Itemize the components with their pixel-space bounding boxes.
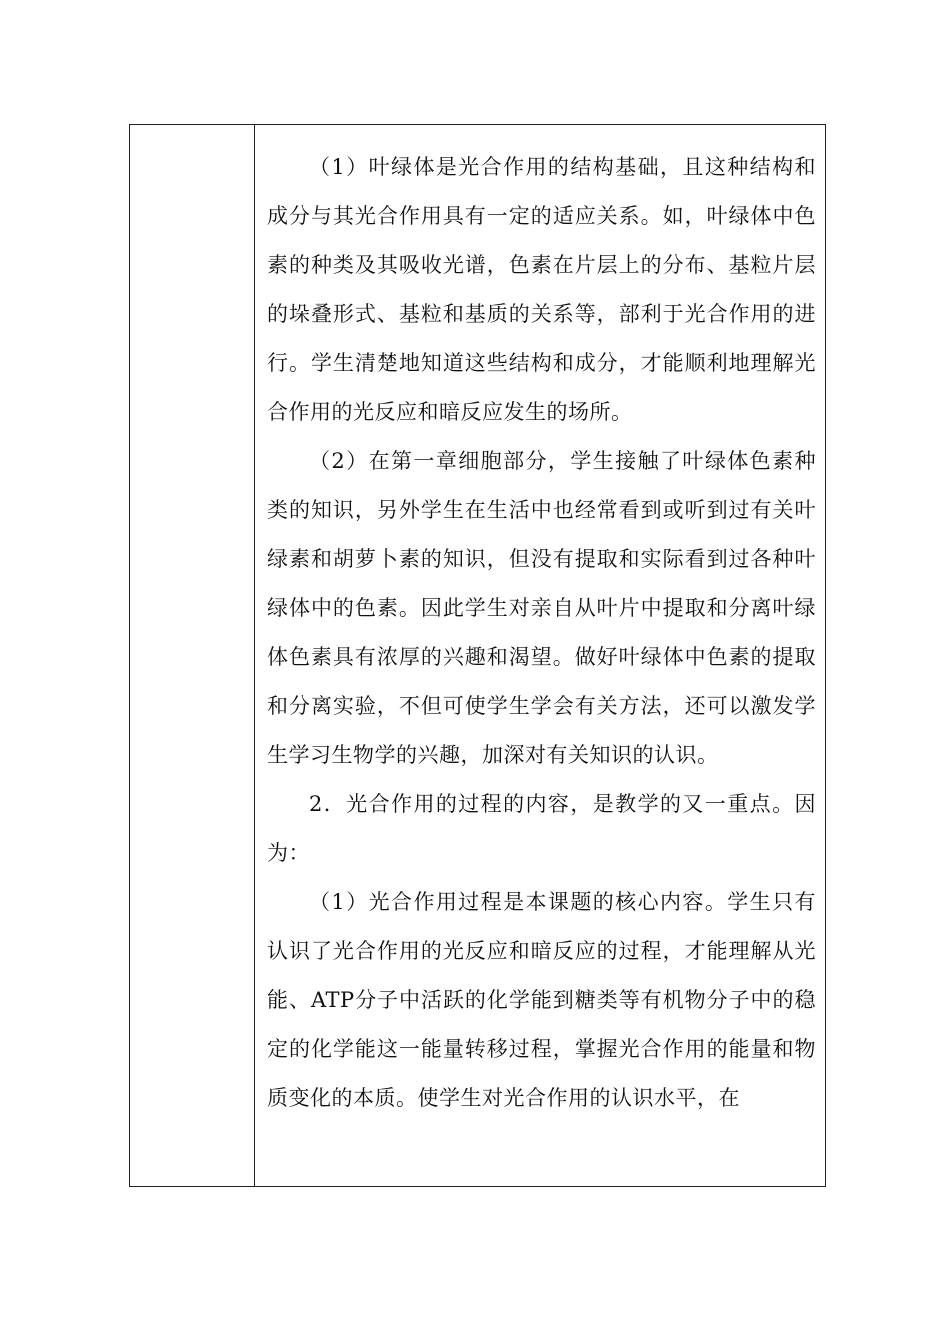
table-left-column [130,125,255,1186]
paragraph-pigment-extraction: （2）在第一章细胞部分，学生接触了叶绿体色素种类的知识，另外学生在生活中也经常看到或听到过有关叶绿素和胡萝卜素的知识，但没有提取和实际看到过各种叶绿体中的色素。因此学生对亲自从叶片中提取和分离叶绿体色素具有浓厚的兴趣和渴望。做好叶绿体中色素的提取和分离实验，不但可使学生学会有关方法，还可以激发学生学习生物学的兴趣，加深对有关知识的认识。 [267,449,816,767]
paragraph-process-key-point: 2．光合作用的过程的内容，是教学的又一重点。因为： [267,792,816,865]
table-right-column [255,125,825,1186]
content-table [129,124,826,1187]
paragraph-process-core-content: （1）光合作用过程是本课题的核心内容。学生只有认识了光合作用的光反应和暗反应的过程，才能理解从光能、ATP分子中活跃的化学能到糖类等有机物分子中的稳定的化学能这一能量转移过程，掌握光合作用的能量和物质变化的本质。使学生对光合作用的认识水平，在 [267,890,816,1110]
paragraph-chloroplast-structure: （1）叶绿体是光合作用的结构基础，且这种结构和成分与其光合作用具有一定的适应关系。如，叶绿体中色素的种类及其吸收光谱，色素在片层上的分布、基粒片层的垛叠形式、基粒和基质的关系等，部利于光合作用的进行。学生清楚地知道这些结构和成分，才能顺利地理解光合作用的光反应和暗反应发生的场所。 [267,155,816,424]
